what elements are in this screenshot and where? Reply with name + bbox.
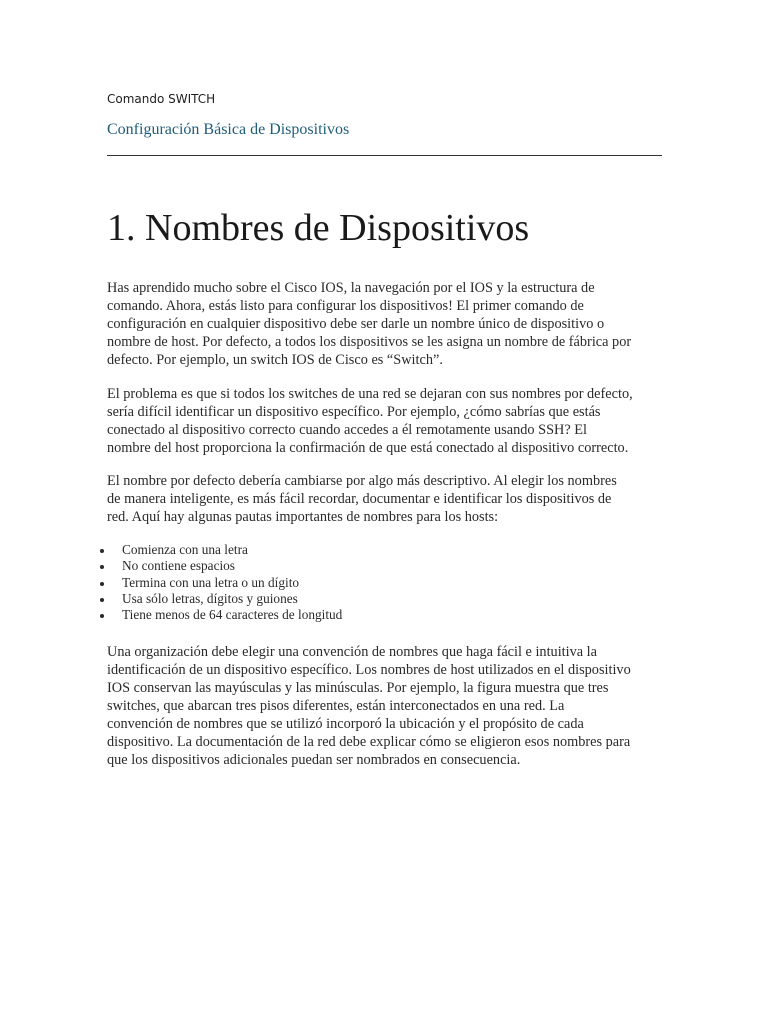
paragraph-line: dispositivo. La documentación de la red debe explicar cómo se eligieron esos nombres para: [107, 734, 631, 750]
list-item-text: Comienza con una letra: [122, 542, 248, 557]
bullet-icon: [100, 614, 104, 618]
paragraph-line: Una organización debe elegir una convención de nombres que haga fácil e intuitiva la: [107, 644, 598, 660]
header-divider: [107, 155, 662, 156]
paragraph-line: IOS conservan las mayúsculas y las minúsculas. Por ejemplo, la figura muestra que tres: [107, 680, 609, 696]
paragraph-naming-convention: [107, 643, 662, 769]
paragraph-default-name: [107, 472, 662, 526]
paragraph-line: El nombre por defecto debería cambiarse por algo más descriptivo. Al elegir los nombres: [107, 473, 617, 489]
list-item: [107, 575, 342, 591]
list-item: [107, 542, 342, 558]
list-item: [107, 558, 342, 574]
paragraph-line: nombre del host proporciona la confirmación de que está conectado al dispositivo correcto.: [107, 440, 629, 456]
paragraph-line: red. Aquí hay algunas pautas importantes de nombres para los hosts:: [107, 509, 499, 525]
guidelines-list: [107, 542, 342, 623]
paragraph-line: sería difícil identificar un dispositivo específico. Por ejemplo, ¿cómo sabrías que estás: [107, 404, 601, 420]
paragraph-line: defecto. Por ejemplo, un switch IOS de Cisco es “Switch”.: [107, 352, 443, 368]
paragraph-line: de manera inteligente, es más fácil recordar, documentar e identificar los dispositivos de: [107, 491, 612, 507]
paragraph-intro: [107, 279, 662, 369]
bullet-icon: [100, 565, 104, 569]
paragraph-line: identificación de un dispositivo específico. Los nombres de host utilizados en el dispositivo: [107, 662, 631, 678]
list-item-text: Tiene menos de 64 caracteres de longitud: [122, 607, 343, 623]
document-subtitle: Configuración Básica de Dispositivos: [107, 121, 350, 138]
section-title: 1. Nombres de Dispositivos: [107, 207, 530, 249]
paragraph-problem: [107, 385, 662, 457]
bullet-icon: [100, 549, 104, 553]
list-item: [107, 607, 342, 623]
list-item: [107, 591, 342, 607]
paragraph-line: El problema es que si todos los switches de una red se dejaran con sus nombres por defecto,: [107, 386, 633, 402]
paragraph-line: convención de nombres que se utilizó incorporó la ubicación y el propósito de cada: [107, 716, 584, 732]
list-item-text: Termina con una letra o un dígito: [122, 574, 300, 590]
paragraph-line: Has aprendido mucho sobre el Cisco IOS, la navegación por el IOS y la estructura de: [107, 280, 595, 296]
paragraph-line: switches, que abarcan tres pisos diferentes, están interconectados en una red. La: [107, 698, 565, 714]
paragraph-line: nombre de host. Por defecto, a todos los dispositivos se les asigna un nombre de fábrica por: [107, 334, 632, 350]
paragraph-line: conectado al dispositivo correcto cuando accedes a él remotamente usando SSH? El: [107, 422, 587, 438]
list-item-text: No contiene espacios: [122, 558, 235, 574]
paragraph-line: comando. Ahora, estás listo para configurar los dispositivos! El primer comando de: [107, 298, 584, 314]
paragraph-line: que los dispositivos adicionales puedan ser nombrados en consecuencia.: [107, 752, 521, 768]
paragraph-line: configuración en cualquier dispositivo debe ser darle un nombre único de dispositivo o: [107, 316, 605, 332]
document-header-label: Comando SWITCH: [107, 92, 216, 106]
list-item-text: Usa sólo letras, dígitos y guiones: [122, 590, 298, 606]
bullet-icon: [100, 582, 104, 586]
bullet-icon: [100, 598, 104, 602]
